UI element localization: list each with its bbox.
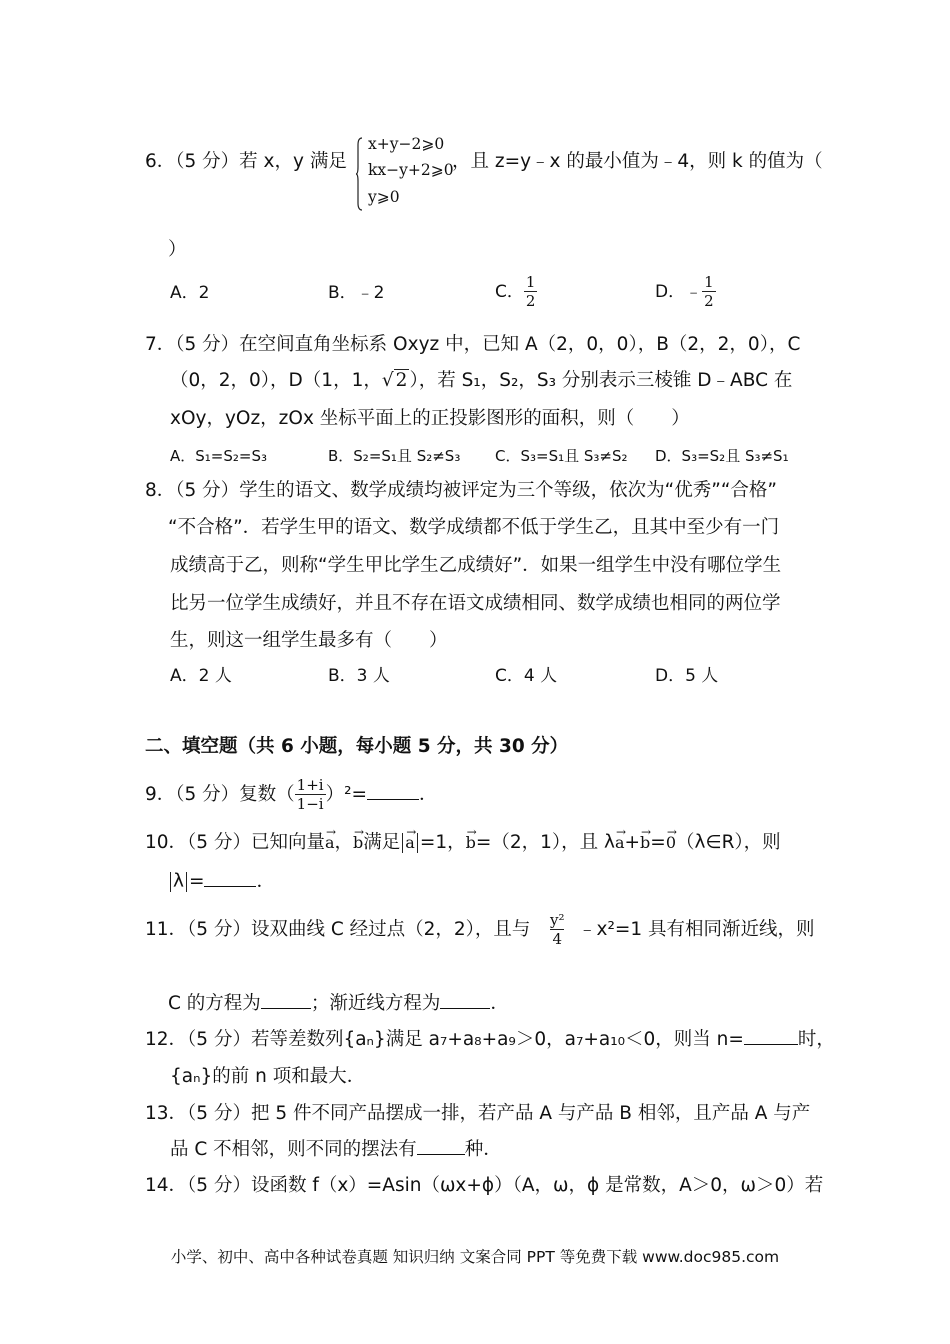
- q6-sys-row1: x+y−2⩾0: [368, 135, 445, 153]
- q8-option-d: D．5 人: [655, 666, 719, 686]
- q10-answer-blank: [204, 870, 256, 887]
- q8-line3: 成绩高于乙，则称“学生甲比学生乙成绩好”．如果一组学生中没有哪位学生: [170, 555, 782, 576]
- q7-line2: （0，2，0），D（1，1，√ 2 ），若 S₁，S₂，S₃ 分别表示三棱锥 D﹣ABC 在: [170, 370, 793, 391]
- q11-line1-prefix: 11．（5 分）设双曲线 C 经过点（2，2），且与: [145, 919, 531, 940]
- q8-option-c: C．4 人: [495, 666, 558, 686]
- q6-line2: ）: [168, 239, 187, 260]
- q12-answer-blank: [744, 1028, 798, 1045]
- q12-line1: 12．（5 分）若等差数列{aₙ}满足 a₇+a₈+a₉＞0，a₇+a₁₀＜0，则当 n= 时，: [145, 1029, 835, 1050]
- q11-fraction-wrap: [548, 913, 567, 947]
- vector-b-3: → b: [640, 830, 650, 856]
- section-heading: 二、填空题（共 6 小题，每小题 5 分，共 30 分）: [145, 736, 569, 757]
- vector-zero: → 0: [666, 830, 676, 856]
- q9-line: 9．（5 分）复数（ $\frac{1+i}{1-i}$ ）²= ．: [145, 776, 438, 813]
- vector-a-2: → a: [615, 830, 625, 856]
- q11-fraction: $\frac{\text{y²}}{4}$: [550, 911, 565, 948]
- q13-answer-blank: [417, 1138, 465, 1155]
- q7-option-a: A．S₁=S₂=S₃: [170, 447, 268, 465]
- q8-line2: “不合格”．若学生甲的语文、数学成绩都不低于学生乙，且其中至少有一门: [168, 517, 780, 538]
- vector-b-2: → b: [466, 830, 476, 856]
- q6-line1-prefix: 6．（5 分）若 x，y 满足: [145, 151, 347, 172]
- q11-line1-suffix: ﹣x²=1 具有相同渐近线，则: [578, 919, 815, 940]
- q12-line2: {aₙ}的前 n 项和最大．: [170, 1066, 366, 1087]
- q8-line4: 比另一位学生成绩好，并且不存在语文成绩相同、数学成绩也相同的两位学: [170, 593, 781, 614]
- brace-icon: [356, 137, 363, 211]
- vector-a: → a: [325, 830, 335, 856]
- q6-option-c-fraction: $\frac{1}{2}$: [525, 273, 536, 310]
- q13-line1: 13．（5 分）把 5 件不同产品摆成一排，若产品 A 与产品 B 相邻，且产品 A 与产: [145, 1103, 811, 1124]
- vector-a-abs: → a: [405, 830, 415, 856]
- q6-inequality-system: [356, 135, 456, 213]
- q8-option-a: A．2 人: [170, 666, 232, 686]
- vector-b: → b: [353, 830, 363, 856]
- q6-option-d-fraction: $\frac{1}{2}$: [704, 273, 714, 310]
- q7-option-d: D．S₃=S₂且 S₃≠S₁: [655, 447, 789, 465]
- q9-answer-blank: [367, 783, 419, 800]
- q6-sys-row3: y⩾0: [368, 188, 400, 206]
- q8-line5: 生，则这一组学生最多有（ ）: [170, 630, 448, 651]
- footer-text: 小学、初中、高中各种试卷真题 知识归纳 文案合同 PPT 等免费下载 www.doc985.com: [170, 1248, 780, 1266]
- q6-sys-row2: kx−y+2⩾0: [368, 161, 454, 179]
- q11-asymptote-blank: [440, 992, 490, 1009]
- q7-line3: xOy，yOz，zOx 坐标平面上的正投影图形的面积，则（ ）: [170, 408, 690, 429]
- q6-option-b: B．﹣2: [328, 283, 385, 303]
- q7-option-c: C．S₃=S₁且 S₃≠S₂: [495, 447, 628, 465]
- q6-option-d: D．﹣ $\frac{1}{2}$: [655, 273, 714, 310]
- q6-option-a: A．2: [170, 283, 210, 303]
- q10-line1: 10．（5 分）已知向量→ a，→ b满足→ a =1，→ b=（2，1），且 λ→ a+→ b=→ 0（λ∈R），则: [145, 830, 781, 856]
- q11-line2: C 的方程为 ；渐近线方程为 ．: [168, 993, 509, 1014]
- q13-line2: 品 C 不相邻，则不同的摆法有 种．: [170, 1139, 502, 1160]
- q10-line2: λ = ．: [168, 869, 275, 895]
- q6-line1-suffix: ，且 z=y﹣x 的最小值为﹣4，则 k 的值为（: [452, 151, 823, 172]
- q11-equation-blank: [261, 992, 311, 1009]
- q9-fraction: $\frac{1+i}{1-i}$: [296, 776, 324, 813]
- q7-line1: 7．（5 分）在空间直角坐标系 Oxyz 中，已知 A（2，0，0），B（2，2，0），C: [145, 334, 801, 355]
- sqrt-symbol: √ 2: [381, 370, 408, 391]
- q8-line1: 8．（5 分）学生的语文、数学成绩均被评定为三个等级，依次为“优秀”“合格”: [145, 480, 778, 501]
- q14-line1: 14．（5 分）设函数 f（x）=Asin（ωx+ϕ）（A，ω，ϕ 是常数，A＞0，ω＞0）若: [145, 1175, 824, 1196]
- q8-option-b: B．3 人: [328, 666, 390, 686]
- q6-option-c: C． $\frac{1}{2}$: [495, 273, 536, 310]
- q7-option-b: B．S₂=S₁且 S₂≠S₃: [328, 447, 461, 465]
